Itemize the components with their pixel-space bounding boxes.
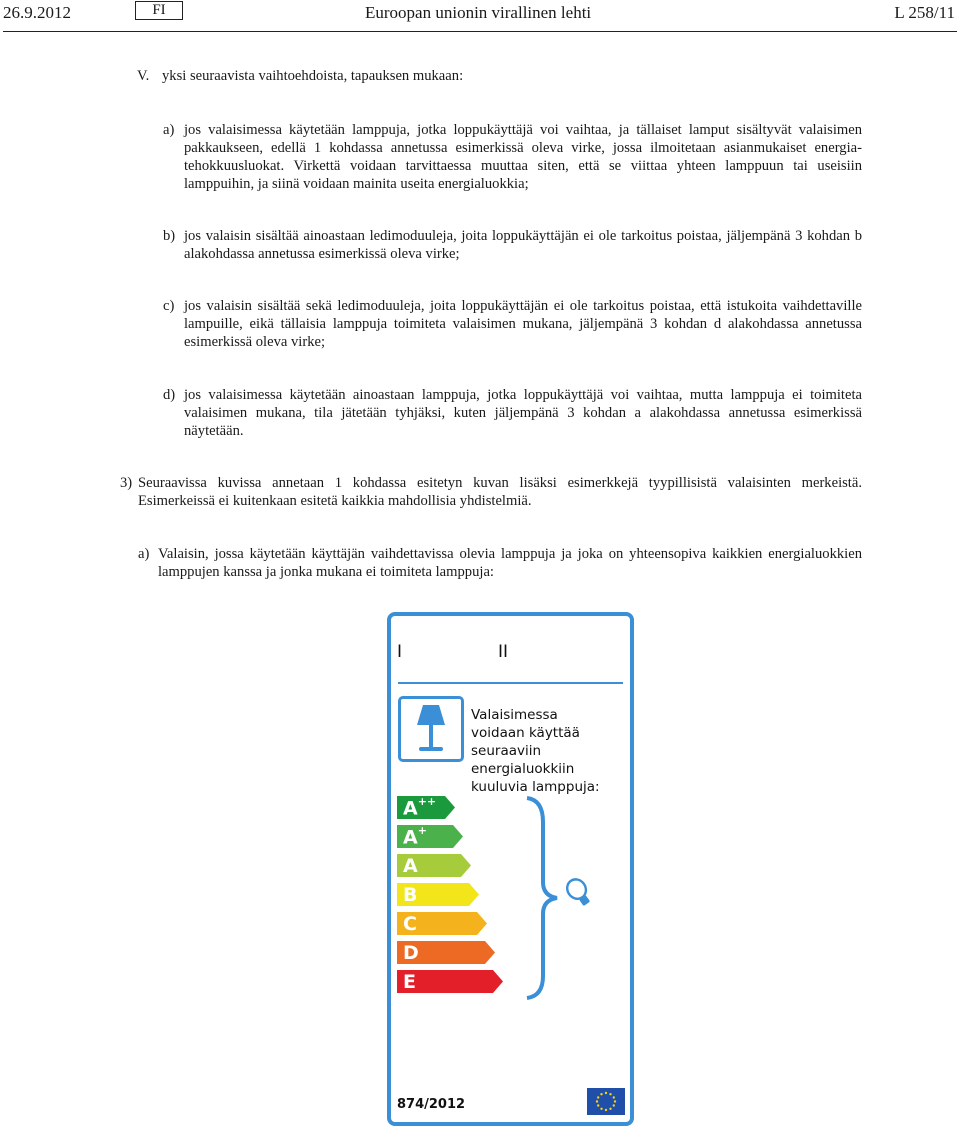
light-bulb-icon — [563, 874, 597, 914]
label-divider — [398, 682, 623, 684]
label-line: voidaan käyttää — [471, 725, 580, 741]
page-header — [0, 0, 960, 32]
energy-class-arrow — [397, 796, 527, 819]
para-3a-text: Valaisin, jossa käytetään käyttäjän vaihdettavissa olevia lamppuja ja joka on yhteensopiva kaikkien energialuokkien lamppujen kanssa ja jonka mukana ei toimiteta lamppuja: — [158, 546, 862, 580]
energy-class-letter: B — [403, 884, 418, 906]
label-line: seuraaviin — [471, 743, 542, 759]
energy-class-arrow — [397, 970, 527, 993]
energy-class-scale — [397, 796, 527, 999]
item-d-text: jos valaisimessa käytetään ainoastaan lamppuja, jotka loppukäyttäjä voi vaihtaa, mutta lamppuja ei toimiteta valaisimen mukana, tila jätetään tyhjäksi, kuten jäljempänä 3 kohdan a alakohdassa annetussa esimerkissä näytetään. — [184, 387, 862, 439]
energy-class-letter: C — [403, 913, 417, 935]
energy-class-letter: A — [403, 855, 418, 877]
item-v-label: V. — [137, 68, 150, 84]
item-c-text: jos valaisin sisältää sekä ledimoduuleja, joita loppukäyttäjän ei ole tarkoitus poistaa, että istukoita vaihdettaville lampuille, eikä tällaisia lamppuja toimiteta valaisimen mukana, jäljempänä 3 kohdan d alakohdassa annetussa esimerkissä oleva virke; — [184, 298, 862, 350]
energy-class-arrow — [397, 854, 527, 877]
item-b-text: jos valaisin sisältää ainoastaan ledimoduuleja, joita loppukäyttäjän ei ole tarkoitus poistaa, jäljempänä 3 kohdan b alakohdassa annetussa esimerkissä oleva virke; — [184, 228, 862, 262]
page-number: L 258/11 — [894, 3, 955, 22]
item-a-label: a) — [163, 122, 175, 138]
header-date: 26.9.2012 — [3, 3, 71, 22]
label-statement — [471, 706, 631, 796]
label-col-II: II — [498, 642, 509, 662]
energy-label — [387, 612, 634, 1126]
journal-title: Euroopan unionin virallinen lehti — [365, 3, 592, 22]
energy-class-arrow — [397, 883, 527, 906]
energy-class-letter: D — [403, 942, 419, 964]
label-line: Valaisimessa — [471, 707, 558, 723]
energy-class-letter: A+ — [403, 824, 427, 849]
item-c-label: c) — [163, 298, 175, 314]
item-v-text: yksi seuraavista vaihtoehdoista, tapauksen mukaan: — [162, 68, 464, 84]
eu-flag-icon — [587, 1088, 625, 1115]
para-3-label: 3) — [120, 475, 133, 491]
regulation-number: 874/2012 — [397, 1097, 466, 1112]
label-line: energialuokkiin — [471, 761, 575, 777]
energy-class-arrow — [397, 825, 527, 848]
item-d-label: d) — [163, 387, 176, 403]
energy-class-letter: A++ — [403, 795, 437, 820]
para-3-text: Seuraavissa kuvissa annetaan 1 kohdassa esitetyn kuvan lisäksi esimerkkejä tyypillisistä valaisinten merkeistä. Esimerkeissä ei kuitenkaan esitetä kaikkia mahdollisia yhdistelmiä. — [138, 475, 862, 509]
language-box: FI — [135, 1, 183, 20]
label-col-I: I — [397, 642, 403, 662]
para-3a-label: a) — [138, 546, 150, 562]
item-a-text: jos valaisimessa käytetään lamppuja, jotka loppukäyttäjä voi vaihtaa, ja tällaiset lamput sisältyvät valaisimen pakkaukseen, edellä 1 kohdassa annetussa esimerkissä oleva virke, jossa ilmoitetaan asianmukaiset energiatehokkuusluokat. Virkettä voidaan tarvittaessa muuttaa siten, että se viittaa yhteen lamppuun tai useisiin lamppuihin, ja siinä voidaan mainita useita energialuokkia; — [184, 122, 862, 192]
label-line: kuuluvia lamppuja: — [471, 779, 600, 795]
table-lamp-icon — [398, 696, 464, 762]
header-rule — [3, 31, 957, 32]
energy-class-letter: E — [403, 971, 416, 993]
item-b-label: b) — [163, 228, 176, 244]
energy-class-arrow — [397, 912, 527, 935]
energy-class-arrow — [397, 941, 527, 964]
